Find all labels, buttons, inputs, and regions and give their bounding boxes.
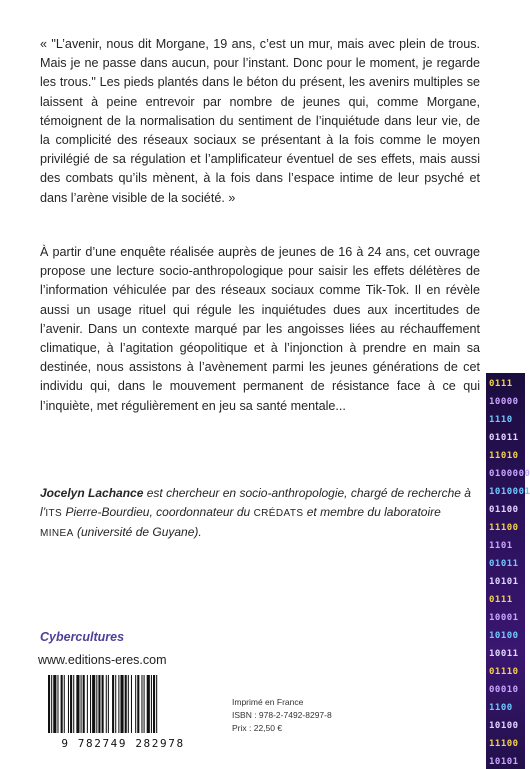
binary-row: 0111 xyxy=(489,595,513,605)
barcode-bar xyxy=(70,675,72,733)
binary-row: 1110 xyxy=(489,415,513,425)
binary-row: 11100 xyxy=(489,523,519,533)
binary-row: 01011 xyxy=(489,559,519,569)
author-bio xyxy=(40,484,475,543)
author-name: Jocelyn Lachance xyxy=(40,486,144,500)
barcode-bar xyxy=(83,675,85,733)
barcode-bar xyxy=(68,675,69,733)
blurb-paragraph-1: « "L’avenir, nous dit Morgane, 19 ans, c’est un mur, mais avec plein de trous. Mais je ne passe dans aucun, pour l’instant. Donc pour le moment, je regarde les trous." Les pieds plantés dans le béton du présent, les avenirs multiples se laissent à peine entrevoir par nombre de jeunes qui, comme Morgane, témoignent de la normalisation du sentiment de l’inquiétude dans leur vie, de la complicité des réseaux sociaux se présentant à la fois comme le moyen privilégié de sa régulation et l’amplificateur éventuel de ses effets, mais aussi des combats qu’ils mènent, à la fois dans l’espace intime de leur psyché et dans l’arène visible de la société. » xyxy=(40,37,480,205)
binary-row: 10100 xyxy=(489,721,519,731)
barcode-bar xyxy=(108,675,109,733)
barcode-bar xyxy=(118,675,119,733)
barcode-bar xyxy=(156,675,157,733)
binary-row: 0100000 xyxy=(489,469,530,479)
binary-row: 00010 xyxy=(489,685,519,695)
barcode-bar xyxy=(137,675,139,733)
binary-row: 11100 xyxy=(489,739,519,749)
binary-row: 1100 xyxy=(489,703,513,713)
barcode-bar xyxy=(135,675,136,733)
barcode-bar xyxy=(153,675,155,733)
barcode-bar xyxy=(48,675,50,733)
barcode-bar xyxy=(128,675,129,733)
binary-code-decoration xyxy=(486,373,530,769)
barcode-bar xyxy=(92,675,95,733)
its-acronym: ITS xyxy=(45,508,63,519)
barcode-bar xyxy=(120,675,123,733)
imprint-info xyxy=(232,696,332,735)
barcode-bar xyxy=(64,675,65,733)
barcode-bar xyxy=(98,675,100,733)
barcode-bar xyxy=(144,675,145,733)
binary-row: 11010 xyxy=(489,451,519,461)
publisher-website: www.editions-eres.com xyxy=(38,653,167,667)
barcode-bar xyxy=(76,675,79,733)
author-bio-text-4: (université de Guyane). xyxy=(73,525,202,539)
barcode-bars xyxy=(38,673,208,737)
author-bio-text-2: Pierre-Bourdieu, coordonnateur du xyxy=(62,505,254,519)
printed-in: Imprimé en France xyxy=(232,697,304,707)
author-bio-text-1: est chercheur en socio-anthropologie, chargé de recherche à l’ xyxy=(40,486,471,519)
barcode-bar xyxy=(87,675,88,733)
barcode-number: 9 782749 282978 xyxy=(61,737,185,750)
credats-acronym: CRÉDATS xyxy=(253,508,304,519)
barcode-bar xyxy=(51,675,52,733)
price-text: Prix : 22,50 € xyxy=(232,723,283,733)
barcode-bar xyxy=(106,675,107,733)
binary-row: 10000 xyxy=(489,397,519,407)
barcode-bar xyxy=(151,675,152,733)
barcode-bar xyxy=(141,675,142,733)
barcode-bar xyxy=(131,675,132,733)
binary-row: 0111 xyxy=(489,379,513,389)
barcode-bar xyxy=(57,675,58,733)
binary-row: 01110 xyxy=(489,667,519,677)
barcode-bar xyxy=(81,675,82,733)
binary-row: 1010001 xyxy=(489,487,530,497)
binary-row: 1101 xyxy=(489,541,513,551)
binary-row: 10101 xyxy=(489,757,519,767)
blurb-paragraph-2: À partir d’une enquête réalisée auprès de jeunes de 16 à 24 ans, cet ouvrage propose une lecture socio-anthropologique pour saisir les effets délétères de l’information véhiculée par des réseaux sociaux comme Tik-Tok. Il en révèle aussi un usage rituel qui régule les inquiétudes dues aux incertitudes de l’avenir. Dans un contexte marqué par les angoisses liées au réchauffement climatique, à l’agitation géopolitique et à l’injonction à prendre en main sa destinée, nous assistons à l’avènement parmi les jeunes générations de cet individu qui, dans le mouvement permanent de résistance face à ce qui l’inquiète, met régulièrement en jeu sa santé mentale... xyxy=(40,245,480,413)
barcode-bar xyxy=(96,675,97,733)
binary-row: 10101 xyxy=(489,577,519,587)
barcode-bar xyxy=(125,675,127,733)
barcode-bar xyxy=(147,675,150,733)
binary-row: 10001 xyxy=(489,613,519,623)
barcode-bar xyxy=(53,675,56,733)
isbn-text: ISBN : 978-2-7492-8297-8 xyxy=(232,710,332,720)
barcode-bar xyxy=(115,675,116,733)
collection-name: Cybercultures xyxy=(40,630,125,644)
barcode-bar xyxy=(90,675,91,733)
barcode-bar xyxy=(112,675,114,733)
binary-row: 01011 xyxy=(489,433,519,443)
binary-row: 10100 xyxy=(489,631,519,641)
binary-row: 10011 xyxy=(489,649,519,659)
isbn-barcode xyxy=(38,673,208,753)
barcode-bar xyxy=(61,675,63,733)
binary-row: 01100 xyxy=(489,505,519,515)
minea-acronym: MINEA xyxy=(40,528,74,539)
barcode-bar xyxy=(73,675,74,733)
author-bio-text-3: et membre du laboratoire xyxy=(303,505,441,519)
barcode-bar xyxy=(102,675,104,733)
